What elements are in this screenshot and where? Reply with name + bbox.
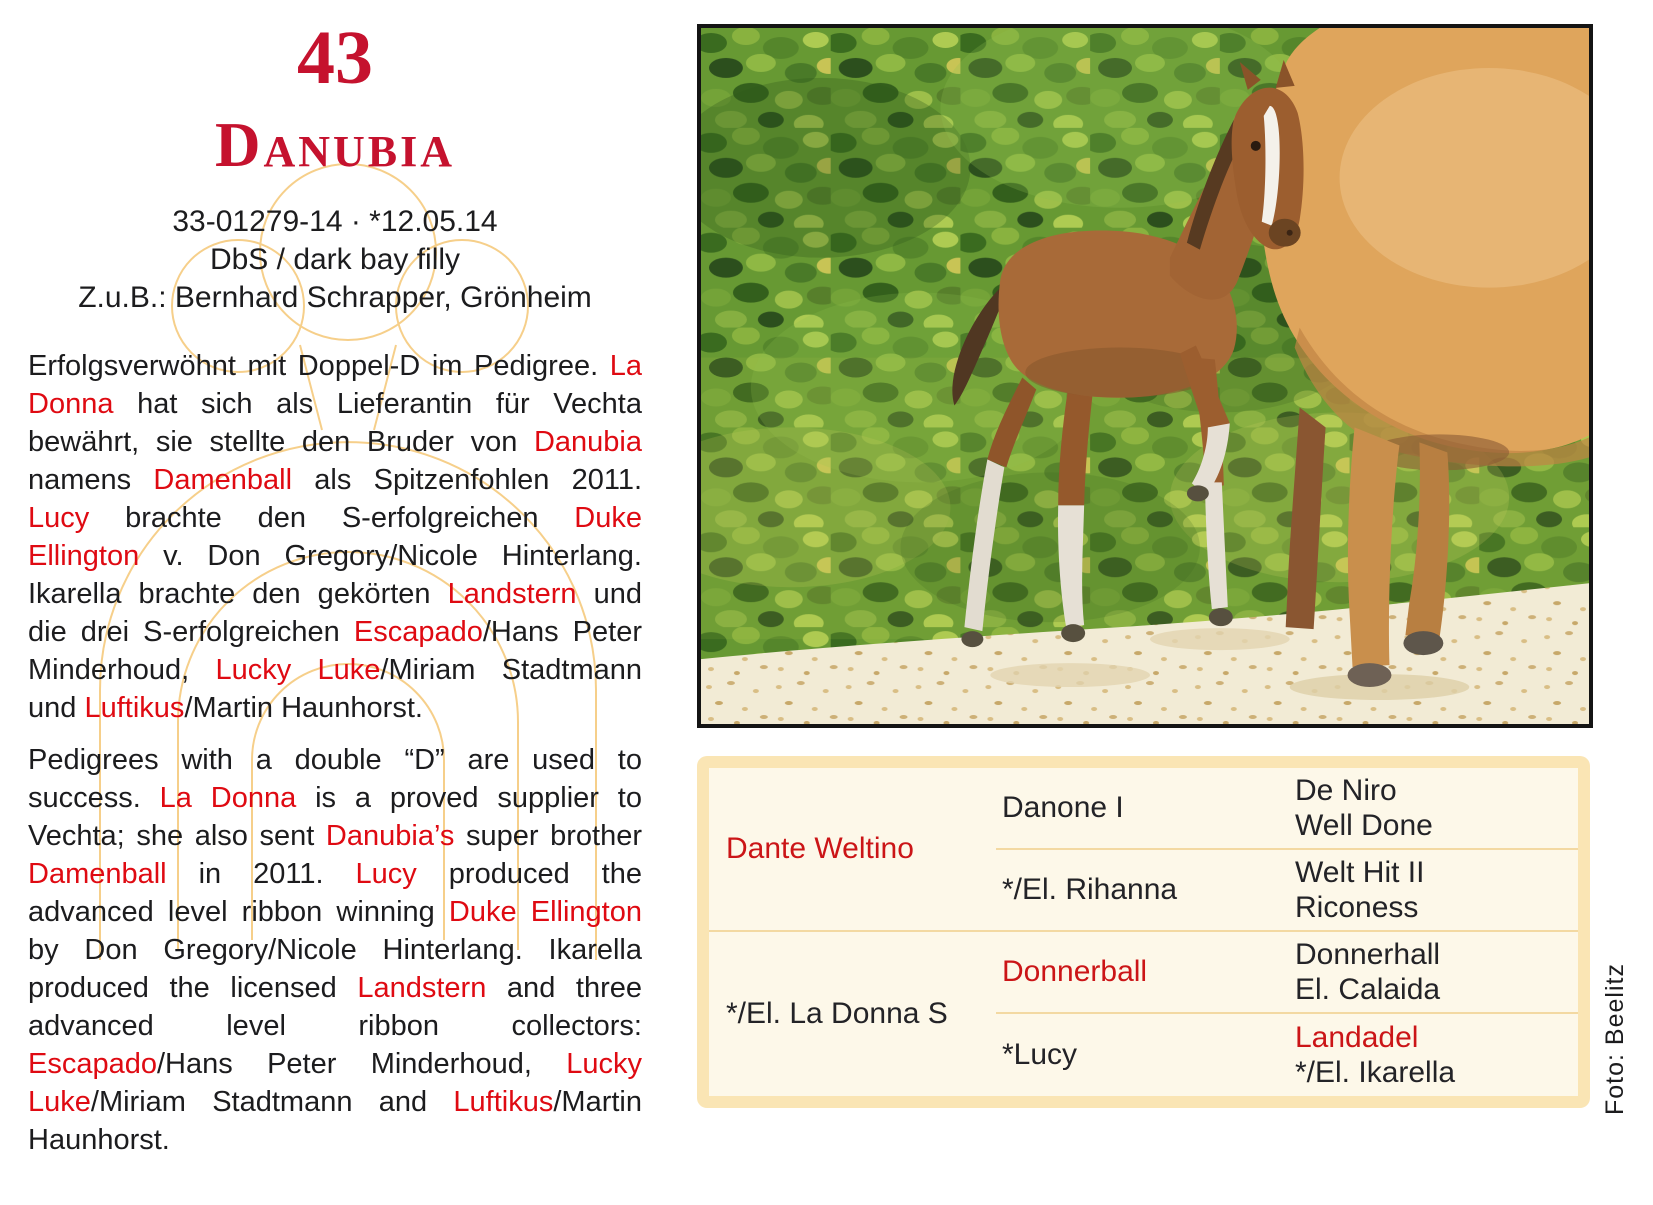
catalog-entry-text-column	[28, 0, 642, 1159]
pedigree-table	[697, 756, 1590, 1108]
pedigree-name-line: */El. Ikarella	[1295, 1056, 1456, 1089]
color-sex-line: DbS / dark bay filly	[209, 243, 461, 276]
pedigree-dam: */El. La Donna S	[726, 997, 948, 1030]
pedigree-name-line: Landadel	[1295, 1021, 1419, 1054]
catalog-number: 43	[297, 16, 373, 100]
pedigree-name-line: Donnerhall	[1295, 938, 1441, 971]
pedigree-dam-sire: Donnerball	[996, 932, 1293, 1014]
pedigree-dam-sire-parents	[1293, 932, 1578, 1014]
pedigree-sire: Dante Weltino	[709, 768, 996, 932]
pedigree-name-line: Riconess	[1295, 891, 1419, 924]
pedigree-sire-sire: Danone I	[996, 768, 1293, 850]
pedigree-dam-dam: *Lucy	[1002, 1038, 1078, 1071]
pedigree-sire-dam-parents	[1293, 850, 1578, 932]
photo-credit: Foto: Beelitz	[1601, 963, 1629, 1115]
pedigree-name-line: El. Calaida	[1295, 973, 1441, 1006]
pedigree-sire-dam: */El. Rihanna	[996, 850, 1293, 932]
pedigree-sire-sire-parents	[1293, 768, 1578, 850]
pedigree-dam-dam-parents	[1293, 1014, 1578, 1096]
horse-photo	[697, 24, 1593, 728]
horse-name-title: Danubia	[214, 110, 456, 180]
pedigree-name-line: Welt Hit II	[1295, 856, 1425, 889]
german-paragraph: Erfolgsverwöhnt mit Doppel-D im Pedigree. La Donna hat sich als Lieferantin für Vechta bewährt, sie stellte den Bruder von Danubia namens Damenball als Spitzenfohlen 2011. Lucy brachte den S-erfolgreichen Duke Ellington v. Don Gregory/Nicole Hinterlang. Ikarella brachte den gekörten Landstern und die drei S-erfolgreichen Escapado/Hans Peter Minderhoud, Lucky Luke/Miriam Stadtmann und Luftikus/Martin Haunhorst.	[28, 350, 643, 724]
horse-info-block	[28, 203, 642, 317]
english-paragraph: Pedigrees with a double “D” are used to success. La Donna is a proved supplier to Vechta; she also sent Danubia’s super brother Damenball in 2011. Lucy produced the advanced level ribbon winning Duke Ellington by Don Gregory/Nicole Hinterlang. Ikarella produced the licensed Landstern and three advanced level ribbon collectors: Escapado/Hans Peter Minderhoud, Lucky Luke/Miriam Stadtmann and Luftikus/Martin Haunhorst.	[28, 744, 643, 1156]
registration-line: 33-01279-14 · *12.05.14	[172, 205, 498, 238]
breeder-line: Z.u.B.: Bernhard Schrapper, Grönheim	[78, 281, 592, 314]
pedigree-name-line: De Niro	[1295, 774, 1397, 807]
horse-photo-illustration	[701, 28, 1589, 724]
pedigree-name-line: Well Done	[1295, 809, 1433, 842]
